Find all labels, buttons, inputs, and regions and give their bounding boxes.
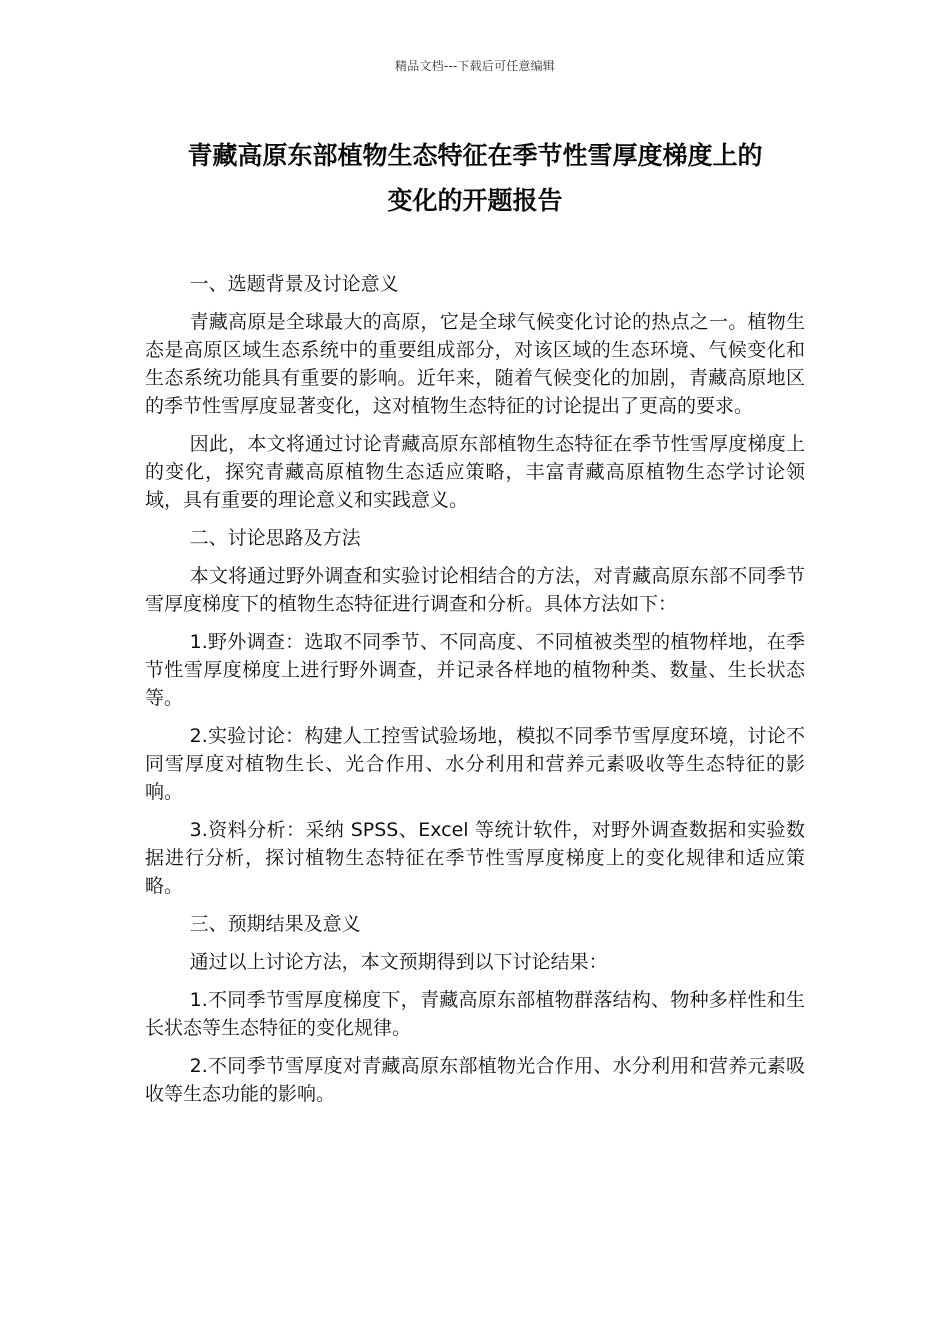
section-heading-1: 一、选题背景及讨论意义 xyxy=(189,273,399,295)
paragraph-background: 青藏高原是全球最大的高原，它是全球气候变化讨论的热点之一。植物生态是高原区域生态系统中的重要组成部分，对该区域的生态环境、气候变化和生态系统功能具有重要的影响。近年来，随着气候变化的加剧，青藏高原地区的季节性雪厚度显著变化，这对植物生态特征的讨论提出了更高的要求。 xyxy=(145,311,805,417)
paragraph-method-3: 3.资料分析：采纳 SPSS、Excel 等统计软件，对野外调查数据和实验数据进行分析，探讨植物生态特征在季节性雪厚度梯度上的变化规律和适应策略。 xyxy=(145,819,805,897)
section-heading-3: 三、预期结果及意义 xyxy=(189,913,361,935)
paragraph-method-2: 2.实验讨论：构建人工控雪试验场地，模拟不同季节雪厚度环境，讨论不同雪厚度对植物生长、光合作用、水分利用和营养元素吸收等生态特征的影响。 xyxy=(145,725,805,803)
page-header: 精品文档---下载后可任意编辑 xyxy=(395,59,555,73)
title-line-1: 青藏高原东部植物生态特征在季节性雪厚度梯度上的 xyxy=(187,141,763,170)
paragraph-significance: 因此，本文将通过讨论青藏高原东部植物生态特征在季节性雪厚度梯度上的变化，探究青藏高原植物生态适应策略，丰富青藏高原植物生态学讨论领域，具有重要的理论意义和实践意义。 xyxy=(145,433,805,511)
paragraph-method-1: 1.野外调查：选取不同季节、不同高度、不同植被类型的植物样地，在季节性雪厚度梯度上进行野外调查，并记录各样地的植物种类、数量、生长状态等。 xyxy=(145,631,805,709)
paragraph-results-intro: 通过以上讨论方法，本文预期得到以下讨论结果： xyxy=(189,951,608,973)
section-heading-2: 二、讨论思路及方法 xyxy=(189,527,361,549)
paragraph-result-1: 1.不同季节雪厚度梯度下，青藏高原东部植物群落结构、物种多样性和生长状态等生态特征的变化规律。 xyxy=(145,989,805,1039)
paragraph-methods-intro: 本文将通过野外调查和实验讨论相结合的方法，对青藏高原东部不同季节雪厚度梯度下的植物生态特征进行调查和分析。具体方法如下： xyxy=(145,565,805,615)
title-line-2: 变化的开题报告 xyxy=(387,186,563,215)
paragraph-result-2: 2.不同季节雪厚度对青藏高原东部植物光合作用、水分利用和营养元素吸收等生态功能的影响。 xyxy=(145,1055,805,1105)
document-body xyxy=(145,270,805,1118)
document-title xyxy=(145,133,805,223)
